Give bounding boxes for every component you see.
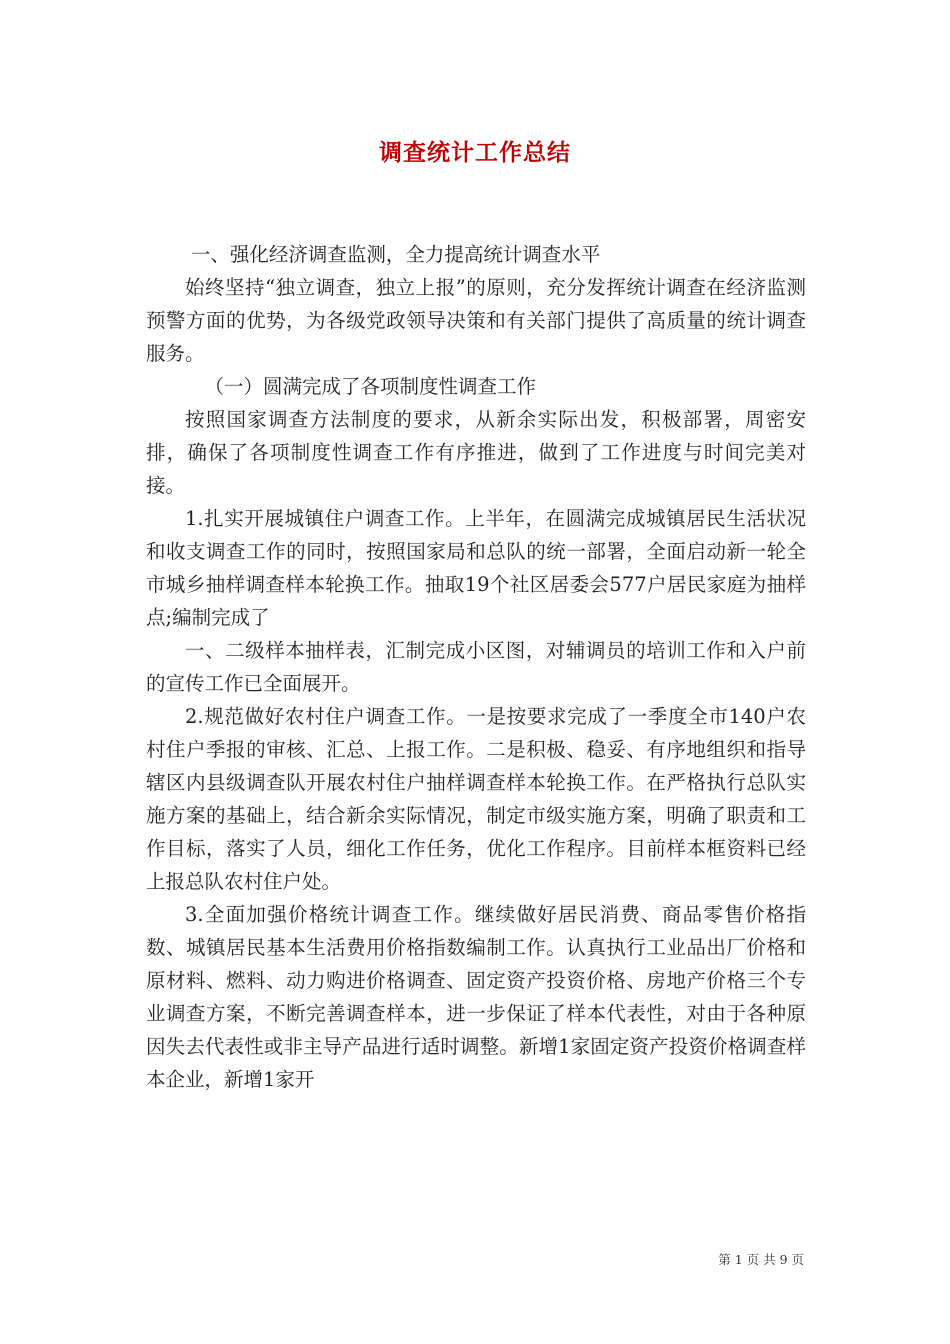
document-body — [146, 238, 806, 1096]
paragraph: 3.全面加强价格统计调查工作。继续做好居民消费、商品零售价格指数、城镇居民基本生活费用价格指数编制工作。认真执行工业品出厂价格和原材料、燃料、动力购进价格调查、固定资产投资价格、房地产价格三个专业调查方案，不断完善调查样本，进一步保证了样本代表性，对由于各种原因失去代表性或非主导产品进行适时调整。新增1家固定资产投资价格调查样本企业，新增1家开 — [146, 903, 806, 1091]
section-heading: 一、强化经济调查监测，全力提高统计调查水平 — [190, 243, 601, 266]
paragraph: 1.扎实开展城镇住户调查工作。上半年，在圆满完成城镇居民生活状况和收支调查工作的同时，按照国家局和总队的统一部署，全面启动新一轮全市城乡抽样调查样本轮换工作。抽取19个社区居委会577户居民家庭为抽样点;编制完成了 — [146, 507, 806, 629]
subsection-heading: （一）圆满完成了各项制度性调查工作 — [204, 375, 537, 398]
paragraph: 2.规范做好农村住户调查工作。一是按要求完成了一季度全市140户农村住户季报的审核、汇总、上报工作。二是积极、稳妥、有序地组织和指导辖区内县级调查队开展农村住户抽样调查样本轮换工作。在严格执行总队实施方案的基础上，结合新余实际情况，制定市级实施方案，明确了职责和工作目标，落实了人员，细化工作任务，优化工作程序。目前样本框资料已经上报总队农村住户处。 — [146, 705, 806, 893]
paragraph: 按照国家调查方法制度的要求，从新余实际出发，积极部署，周密安排，确保了各项制度性调查工作有序推进，做到了工作进度与时间完美对接。 — [146, 408, 806, 497]
page-number: 第 1 页 共 9 页 — [718, 1252, 804, 1267]
intro-paragraph: 始终坚持“独立调查，独立上报”的原则，充分发挥统计调查在经济监测预警方面的优势，为各级党政领导决策和有关部门提供了高质量的统计调查服务。 — [146, 276, 806, 365]
document-title: 调查统计工作总结 — [379, 140, 571, 166]
paragraph: 一、二级样本抽样表，汇制完成小区图，对辅调员的培训工作和入户前的宣传工作已全面展开。 — [146, 639, 806, 695]
